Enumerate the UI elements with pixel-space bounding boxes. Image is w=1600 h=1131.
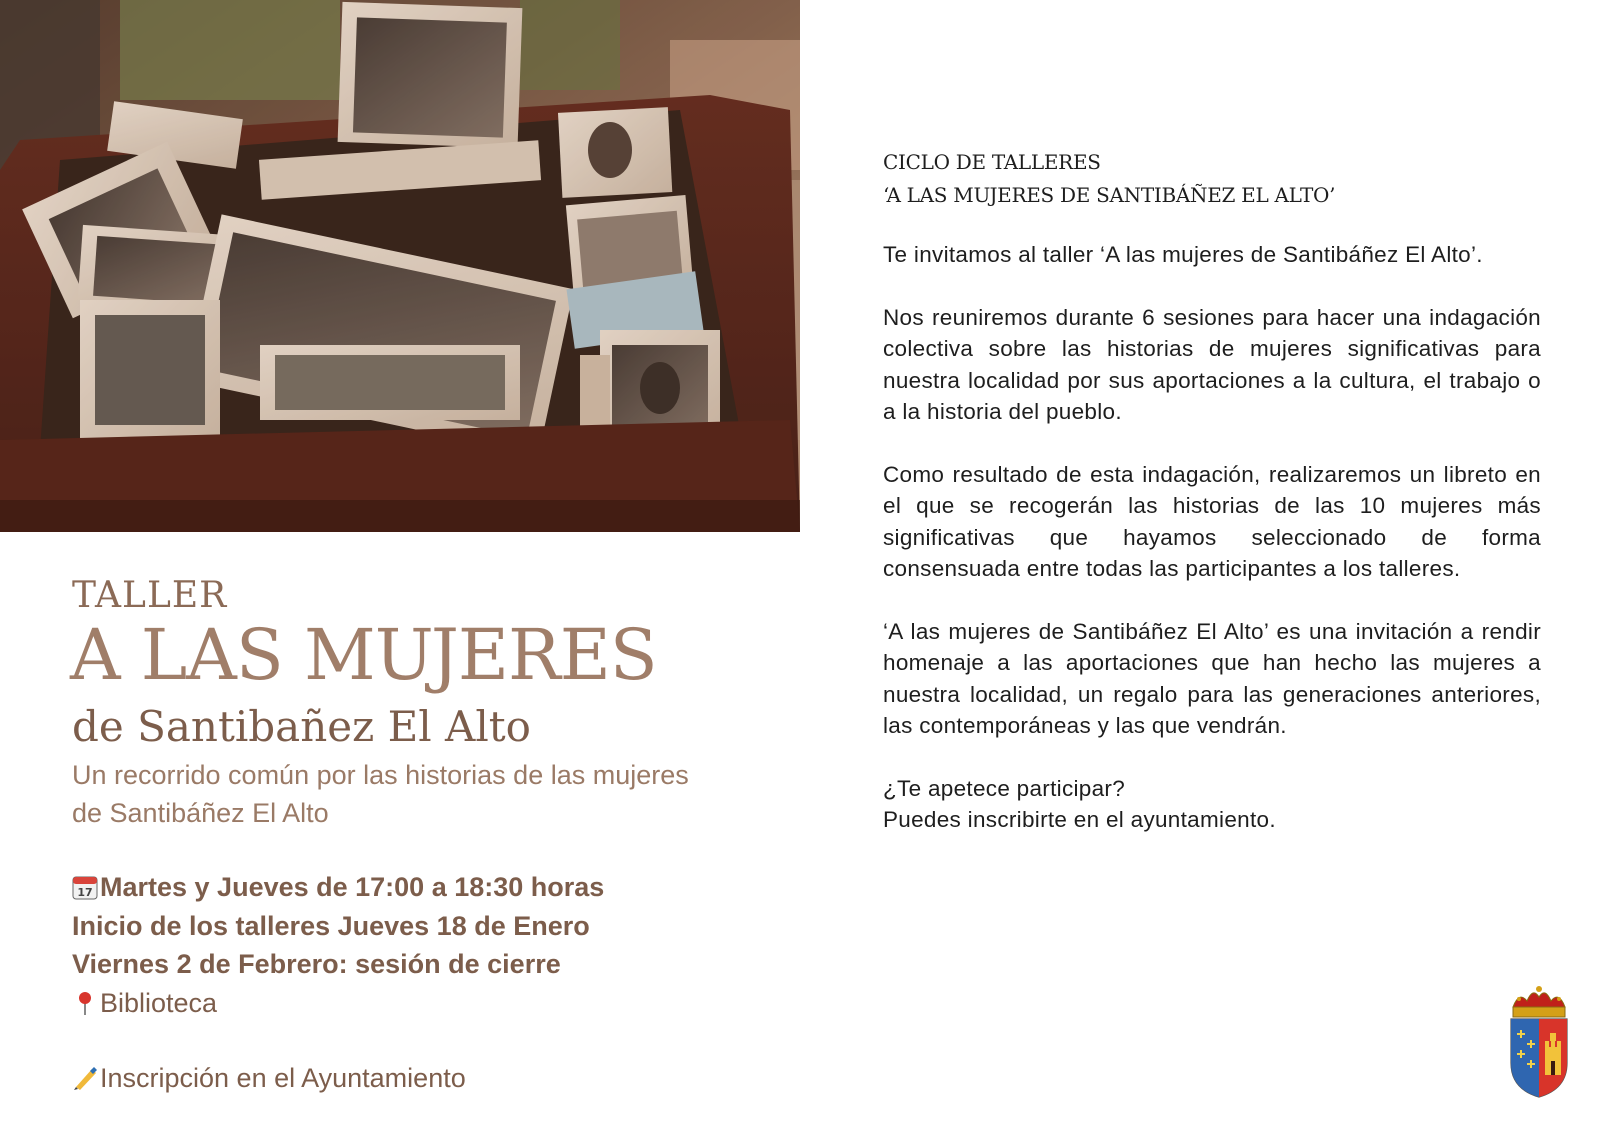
main-title: A LAS MUJERES (70, 614, 657, 696)
paragraph-tribute: ‘A las mujeres de Santibáñez El Alto’ es una invitación a rendir homenaje a las aportaciones que han hecho las mujeres a nuestra localidad, un regalo para las generaciones anteriores, las contemporáneas y las que vendrán. (883, 618, 1541, 738)
location-text: Biblioteca (100, 987, 218, 1018)
vintage-photos-image (0, 0, 800, 532)
closing-line: Viernes 2 de Febrero: sesión de cierre (72, 949, 561, 979)
paragraph-sessions: Nos reuniremos durante 6 sesiones para hacer una indagación colectiva sobre las historias de mujeres significativas para nuestra localidad por sus aportaciones a la cultura, el trabajo o a la historia del pueblo. (883, 304, 1541, 424)
description-column (883, 146, 1541, 836)
sub-title: de Santibañez El Alto (72, 702, 531, 751)
tagline: Un recorrido común por las historias de las mujeres de Santibáñez El Alto (72, 760, 689, 828)
heading-line-1: CICLO DE TALLERES (883, 150, 1101, 174)
location-line (72, 984, 752, 1023)
heading-line-2: ‘A LAS MUJERES DE SANTIBÁÑEZ EL ALTO’ (883, 183, 1336, 207)
calendar-icon (72, 874, 98, 900)
coat-of-arms-icon (1505, 985, 1573, 1099)
start-line: Inicio de los talleres Jueves 18 de Enero (72, 910, 590, 941)
cycle-heading (883, 146, 1541, 212)
participation-question: ¿Te apetece participar? (883, 775, 1126, 801)
participation-instruction: Puedes inscribirte en el ayuntamiento. (883, 807, 1276, 832)
event-details (72, 868, 752, 1022)
taller-label: TALLER (72, 575, 228, 616)
calendar-day: 17 (77, 886, 93, 899)
paragraph-result: Como resultado de esta indagación, realizaremos un libreto en el que se recogerán las historias de las 10 mujeres más significativas que hayamos seleccionado de forma consensuada entre todas las participantes a los talleres. (883, 461, 1541, 581)
paragraph-participation (883, 773, 1541, 836)
paragraph-invitation: Te invitamos al taller ‘A las mujeres de Santibáñez El Alto’. (883, 242, 1483, 267)
signup-text: Inscripción en el Ayuntamiento (100, 1063, 466, 1093)
schedule-line (72, 868, 752, 907)
signup-line (72, 1063, 466, 1094)
pin-icon (72, 990, 98, 1016)
writing-hand-icon (72, 1065, 98, 1091)
schedule-text: Martes y Jueves de 17:00 a 18:30 horas (100, 872, 605, 902)
